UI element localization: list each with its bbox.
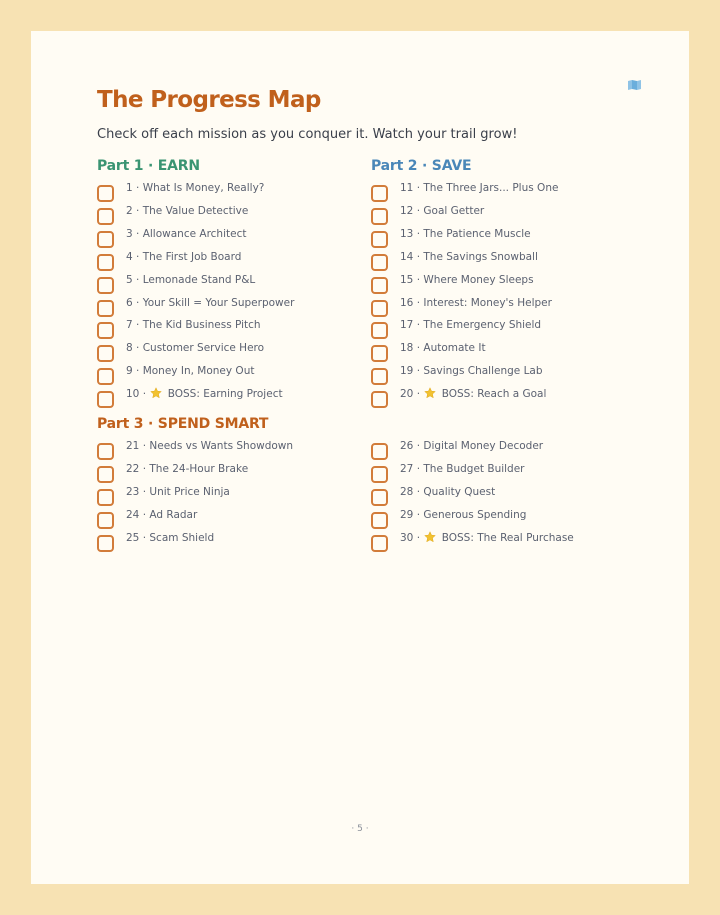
mission-title: Unit Price Ninja bbox=[149, 485, 230, 498]
checklist-item bbox=[371, 227, 631, 249]
mission-number: 26 bbox=[400, 440, 414, 452]
mission-number: 25 bbox=[126, 531, 140, 544]
checklist-item bbox=[371, 531, 631, 553]
mission-checkbox[interactable] bbox=[97, 277, 114, 294]
part-heading-save: Part 2 · SAVE bbox=[371, 158, 472, 174]
mission-label: 3 · Allowance Architect bbox=[126, 227, 247, 240]
checklist-item bbox=[371, 462, 631, 484]
mission-checkbox[interactable] bbox=[97, 443, 114, 460]
mission-checkbox[interactable] bbox=[97, 368, 114, 385]
mission-title: The Value Detective bbox=[142, 204, 249, 217]
checklist-item bbox=[97, 387, 357, 409]
mission-label: 2 · The Value Detective bbox=[126, 204, 249, 217]
checklist-item bbox=[97, 341, 357, 363]
mission-title: Savings Challenge Lab bbox=[423, 365, 543, 378]
checklist-item bbox=[97, 250, 357, 272]
mission-label: 10 · BOSS: Earning Project bbox=[126, 388, 283, 401]
mission-checkbox[interactable] bbox=[371, 535, 388, 552]
mission-checkbox[interactable] bbox=[371, 208, 388, 225]
checklist-item bbox=[371, 318, 631, 340]
checklist-item bbox=[97, 181, 357, 203]
mission-number: 12 bbox=[400, 204, 414, 217]
mission-number: 20 bbox=[400, 388, 414, 401]
mission-title: Your Skill = Your Superpower bbox=[142, 296, 295, 309]
mission-label: 12 · Goal Getter bbox=[400, 204, 485, 217]
mission-label: 30 · BOSS: The Real Purchase bbox=[400, 531, 574, 544]
mission-title: Scam Shield bbox=[149, 531, 215, 544]
mission-number: 6 bbox=[126, 296, 133, 309]
checklist-item bbox=[97, 227, 357, 249]
mission-checkbox[interactable] bbox=[371, 277, 388, 294]
mission-checkbox[interactable] bbox=[97, 254, 114, 271]
mission-label: 24 · Ad Radar bbox=[126, 508, 198, 521]
mission-title: What Is Money, Really? bbox=[142, 182, 265, 194]
mission-number: 22 bbox=[126, 462, 140, 475]
mission-label: 28 · Quality Quest bbox=[400, 485, 496, 498]
mission-number: 28 bbox=[400, 485, 414, 498]
mission-title: Needs vs Wants Showdown bbox=[149, 440, 294, 452]
mission-label: 8 · Customer Service Hero bbox=[126, 342, 265, 355]
mission-number: 13 bbox=[400, 227, 414, 240]
mission-label: 29 · Generous Spending bbox=[400, 508, 527, 521]
mission-number: 27 bbox=[400, 462, 414, 475]
mission-checkbox[interactable] bbox=[371, 391, 388, 408]
checklist-item bbox=[97, 531, 357, 553]
mission-title: Money In, Money Out bbox=[142, 365, 255, 378]
mission-label: 7 · The Kid Business Pitch bbox=[126, 319, 261, 332]
checklist-item bbox=[97, 485, 357, 507]
mission-label: 11 · The Three Jars... Plus One bbox=[400, 182, 559, 194]
checklist-item bbox=[371, 341, 631, 363]
mission-title: Goal Getter bbox=[423, 204, 485, 217]
mission-title: The Budget Builder bbox=[423, 462, 525, 475]
checklist-item bbox=[371, 250, 631, 272]
checklist-item bbox=[371, 387, 631, 409]
mission-number: 15 bbox=[400, 273, 414, 286]
mission-number: 11 bbox=[400, 182, 414, 194]
mission-checkbox[interactable] bbox=[97, 300, 114, 317]
mission-title: The 24-Hour Brake bbox=[149, 462, 249, 475]
mission-checkbox[interactable] bbox=[371, 512, 388, 529]
checklist-item bbox=[97, 508, 357, 530]
checklist-item bbox=[97, 439, 357, 461]
mission-title: The Emergency Shield bbox=[423, 319, 542, 332]
mission-title: Lemonade Stand P&L bbox=[142, 273, 256, 286]
mission-label: 13 · The Patience Muscle bbox=[400, 227, 531, 240]
mission-label: 23 · Unit Price Ninja bbox=[126, 485, 230, 498]
mission-label: 17 · The Emergency Shield bbox=[400, 319, 542, 332]
mission-title: The Kid Business Pitch bbox=[142, 319, 261, 332]
mission-checkbox[interactable] bbox=[97, 322, 114, 339]
page-number: · 5 · bbox=[351, 824, 369, 834]
mission-label: 1 · What Is Money, Really? bbox=[126, 182, 265, 194]
mission-label: 14 · The Savings Snowball bbox=[400, 250, 538, 263]
checklist-item bbox=[371, 364, 631, 386]
checklist-item bbox=[97, 296, 357, 318]
mission-label: 18 · Automate It bbox=[400, 342, 486, 355]
checklist-item bbox=[371, 485, 631, 507]
page-title: The Progress Map bbox=[97, 87, 321, 113]
mission-label: 5 · Lemonade Stand P&L bbox=[126, 273, 256, 286]
mission-checkbox[interactable] bbox=[371, 185, 388, 202]
mission-label: 25 · Scam Shield bbox=[126, 531, 215, 544]
checklist-item bbox=[371, 273, 631, 295]
checklist-item bbox=[371, 508, 631, 530]
mission-checkbox[interactable] bbox=[371, 254, 388, 271]
mission-number: 30 bbox=[400, 531, 414, 544]
mission-checkbox[interactable] bbox=[371, 231, 388, 248]
mission-number: 4 bbox=[126, 250, 133, 263]
mission-title: Quality Quest bbox=[423, 485, 496, 498]
part-heading-spend-smart: Part 3 · SPEND SMART bbox=[97, 416, 269, 432]
checklist-item bbox=[97, 204, 357, 226]
mission-number: 1 bbox=[126, 182, 133, 194]
mission-checkbox[interactable] bbox=[371, 322, 388, 339]
checklist-item bbox=[97, 318, 357, 340]
mission-number: 24 bbox=[126, 508, 140, 521]
mission-title: Customer Service Hero bbox=[142, 342, 265, 355]
mission-number: 8 bbox=[126, 342, 133, 355]
worksheet-page bbox=[31, 31, 689, 884]
checklist-item bbox=[371, 439, 631, 461]
mission-checkbox[interactable] bbox=[371, 443, 388, 460]
mission-checkbox[interactable] bbox=[97, 185, 114, 202]
mission-checkbox[interactable] bbox=[371, 489, 388, 506]
mission-checkbox[interactable] bbox=[97, 489, 114, 506]
mission-title: The Savings Snowball bbox=[423, 250, 538, 263]
mission-checkbox[interactable] bbox=[97, 535, 114, 552]
mission-label: 20 · BOSS: Reach a Goal bbox=[400, 388, 547, 401]
mission-number: 16 bbox=[400, 296, 414, 309]
mission-title: Where Money Sleeps bbox=[423, 273, 534, 286]
mission-number: 19 bbox=[400, 365, 414, 378]
mission-number: 3 bbox=[126, 227, 133, 240]
star-icon bbox=[424, 387, 436, 399]
mission-title: Allowance Architect bbox=[142, 227, 247, 240]
mission-number: 21 bbox=[126, 440, 140, 452]
checklist-item bbox=[371, 204, 631, 226]
mission-label: 6 · Your Skill = Your Superpower bbox=[126, 296, 295, 309]
mission-title: Ad Radar bbox=[149, 508, 198, 521]
mission-checkbox[interactable] bbox=[97, 231, 114, 248]
mission-title: The First Job Board bbox=[142, 250, 242, 263]
star-icon bbox=[424, 531, 436, 543]
mission-label: 16 · Interest: Money's Helper bbox=[400, 296, 552, 309]
mission-number: 23 bbox=[126, 485, 140, 498]
mission-title: BOSS: The Real Purchase bbox=[441, 531, 574, 544]
mission-checkbox[interactable] bbox=[97, 391, 114, 408]
mission-title: BOSS: Earning Project bbox=[167, 388, 283, 401]
mission-number: 5 bbox=[126, 273, 133, 286]
mission-number: 7 bbox=[126, 319, 133, 332]
mission-label: 21 · Needs vs Wants Showdown bbox=[126, 440, 294, 452]
mission-title: The Patience Muscle bbox=[423, 227, 531, 240]
mission-checkbox[interactable] bbox=[97, 512, 114, 529]
checklist-item bbox=[371, 296, 631, 318]
mission-label: 19 · Savings Challenge Lab bbox=[400, 365, 543, 378]
mission-label: 4 · The First Job Board bbox=[126, 250, 242, 263]
mission-checkbox[interactable] bbox=[371, 345, 388, 362]
mission-number: 18 bbox=[400, 342, 414, 355]
star-icon bbox=[150, 387, 162, 399]
mission-number: 29 bbox=[400, 508, 414, 521]
map-icon bbox=[628, 80, 641, 90]
mission-title: Digital Money Decoder bbox=[423, 440, 544, 452]
mission-label: 27 · The Budget Builder bbox=[400, 462, 525, 475]
checklist-item bbox=[97, 364, 357, 386]
mission-title: Interest: Money's Helper bbox=[423, 296, 552, 309]
mission-label: 22 · The 24-Hour Brake bbox=[126, 462, 249, 475]
mission-checkbox[interactable] bbox=[97, 345, 114, 362]
mission-number: 10 bbox=[126, 388, 140, 401]
mission-number: 17 bbox=[400, 319, 414, 332]
mission-title: The Three Jars... Plus One bbox=[423, 182, 559, 194]
mission-checkbox[interactable] bbox=[371, 368, 388, 385]
mission-number: 9 bbox=[126, 365, 133, 378]
checklist-item bbox=[371, 181, 631, 203]
mission-checkbox[interactable] bbox=[371, 466, 388, 483]
mission-title: BOSS: Reach a Goal bbox=[441, 388, 547, 401]
checklist-item bbox=[97, 462, 357, 484]
mission-checkbox[interactable] bbox=[371, 300, 388, 317]
mission-number: 14 bbox=[400, 250, 414, 263]
page-subtitle: Check off each mission as you conquer it. Watch your trail grow! bbox=[97, 127, 518, 142]
mission-checkbox[interactable] bbox=[97, 208, 114, 225]
mission-label: 15 · Where Money Sleeps bbox=[400, 273, 534, 286]
part-heading-earn: Part 1 · EARN bbox=[97, 158, 200, 174]
mission-label: 26 · Digital Money Decoder bbox=[400, 440, 544, 452]
mission-label: 9 · Money In, Money Out bbox=[126, 365, 255, 378]
mission-title: Automate It bbox=[423, 342, 486, 355]
checklist-item bbox=[97, 273, 357, 295]
mission-number: 2 bbox=[126, 204, 133, 217]
mission-checkbox[interactable] bbox=[97, 466, 114, 483]
mission-title: Generous Spending bbox=[423, 508, 527, 521]
